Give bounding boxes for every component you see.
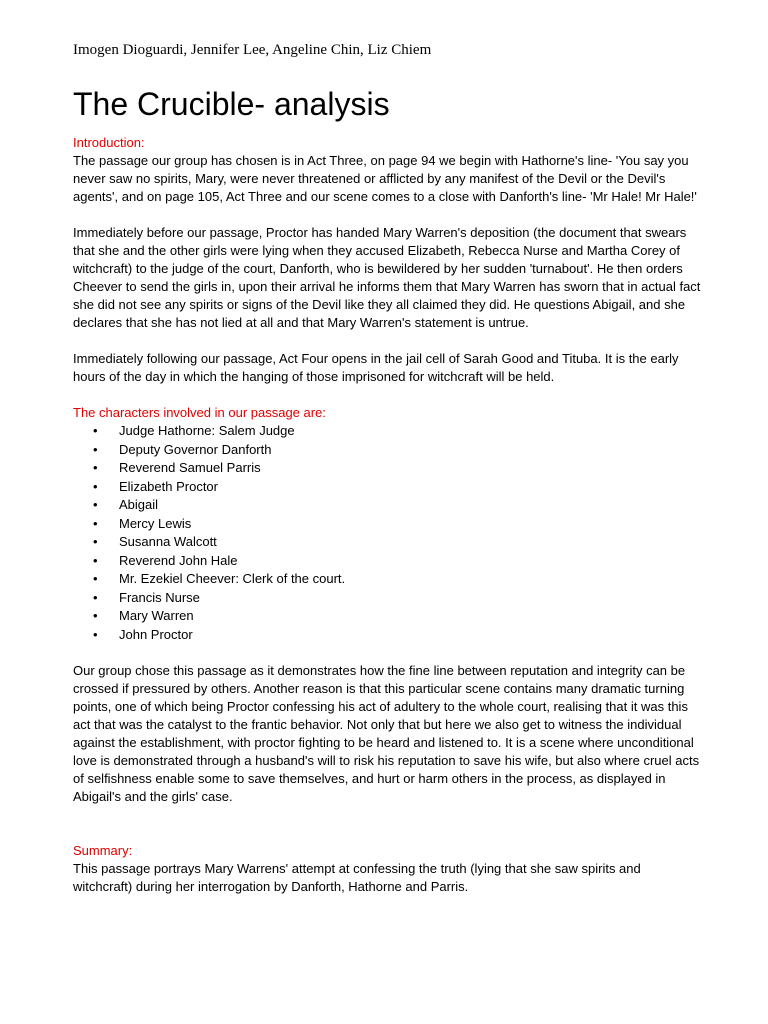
list-item: [73, 552, 703, 571]
character-name: Francis Nurse: [119, 589, 200, 605]
introduction-paragraph-2: Immediately before our passage, Proctor has handed Mary Warren's deposition (the document that swears that she and the other girls were lying when they accused Elizabeth, Rebecca Nurse and Martha Corey of witchcraft) to the judge of the court, Danforth, who is bewildered by her sudden 'turnabout'. He then orders Cheever to send the girls in, upon their arrival he informs them that Mary Warren has sworn that in actual fact she did not see any spirits or signs of the Devil like they all claimed they did. He questions Abigail, and she declares that she has not lied at all and that Mary Warren's statement is untrue.: [73, 225, 701, 330]
character-name: Mary Warren: [119, 608, 194, 623]
list-item: [73, 626, 703, 645]
bullet-icon: •: [93, 626, 98, 642]
list-item: [73, 589, 703, 608]
list-item: [73, 496, 703, 515]
list-item: [73, 422, 703, 441]
list-item: [73, 459, 703, 478]
character-name: Abigail: [119, 497, 159, 512]
list-item: [73, 570, 703, 589]
reason-paragraph: Our group chose this passage as it demonstrates how the fine line between reputation and integrity can be crossed if pressured by others. Another reason is that this particular scene contains many dramatic turning points, one of which being Proctor confessing his act of adultery to the whole court, realising that it was this act that was the catalyst to the frantic behavior. Not only that but here we also get to witness the individual against the establishment, with proctor fighting to be heard and listened to. It is a scene where unconditional love is demonstrated through a husband's will to risk his reputation to save his wife, but also where cruel acts of selfishness enable some to save themselves, and hurt or harm others in the process, as displayed in Abigail's and the girls' case.: [73, 663, 700, 804]
bullet-icon: •: [93, 497, 98, 512]
character-name: Susanna Walcott: [119, 534, 217, 549]
character-name: Deputy Governor Danforth: [119, 441, 272, 457]
bullet-icon: •: [93, 460, 98, 475]
list-item: [73, 533, 703, 552]
bullet-icon: •: [93, 478, 98, 494]
introduction-heading: Introduction:: [73, 135, 145, 150]
bullet-icon: •: [93, 534, 98, 549]
characters-list: [73, 422, 703, 644]
authors-line: Imogen Dioguardi, Jennifer Lee, Angeline Chin, Liz Chiem: [73, 42, 432, 58]
bullet-icon: •: [93, 441, 98, 457]
character-name: Judge Hathorne: Salem Judge: [119, 423, 295, 438]
character-name: Reverend John Hale: [119, 552, 238, 568]
list-item: [73, 441, 703, 460]
character-name: Reverend Samuel Parris: [119, 460, 261, 475]
summary-paragraph: This passage portrays Mary Warrens' attempt at confessing the truth (lying that she saw spirits and witchcraft) during her interrogation by Danforth, Hathorne and Parris.: [73, 861, 641, 894]
bullet-icon: •: [93, 423, 98, 438]
character-name: Mercy Lewis: [119, 515, 192, 531]
list-item: [73, 515, 703, 534]
introduction-paragraph-3: Immediately following our passage, Act Four opens in the jail cell of Sarah Good and Tituba. It is the early hours of the day in which the hanging of those imprisoned for witchcraft will be held.: [73, 351, 679, 384]
summary-heading: Summary:: [73, 843, 133, 858]
list-item: [73, 607, 703, 626]
bullet-icon: •: [93, 571, 98, 586]
document-page: [73, 40, 703, 896]
character-name: John Proctor: [119, 626, 193, 642]
character-name: Mr. Ezekiel Cheever: Clerk of the court.: [119, 571, 346, 586]
page-title: The Crucible- analysis: [73, 86, 390, 122]
bullet-icon: •: [93, 552, 98, 568]
list-item: [73, 478, 703, 497]
bullet-icon: •: [93, 608, 98, 623]
bullet-icon: •: [93, 589, 98, 605]
introduction-paragraph-1: The passage our group has chosen is in Act Three, on page 94 we begin with Hathorne's line- 'You say you never saw no spirits, Mary, were never threatened or afflicted by any manifest of the Devil or the Devil's agents', and on page 105, Act Three and our scene comes to a close with Danforth's line- 'Mr Hale! Mr Hale!': [73, 153, 697, 204]
character-name: Elizabeth Proctor: [119, 478, 218, 494]
characters-heading: The characters involved in our passage are:: [73, 405, 326, 420]
bullet-icon: •: [93, 515, 98, 531]
